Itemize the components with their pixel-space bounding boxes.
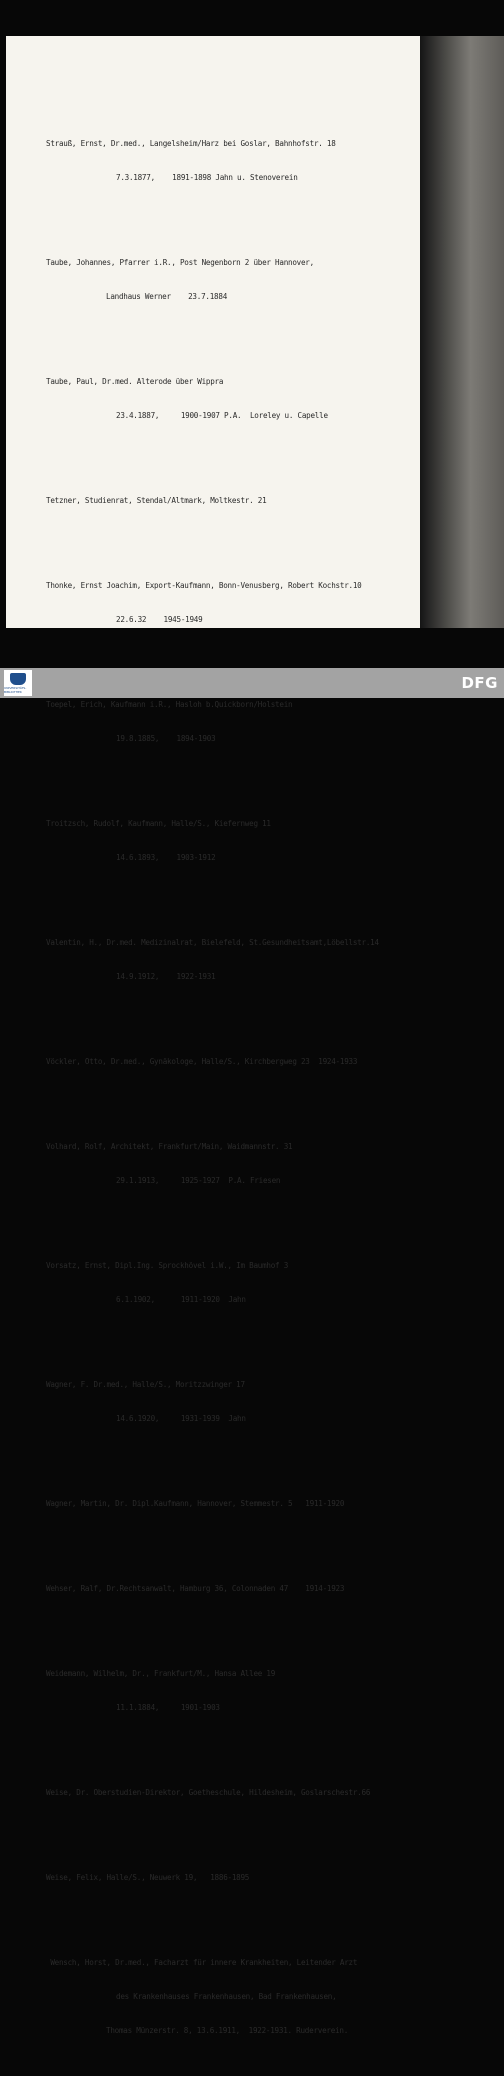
entry-line: Wehser, Ralf, Dr.Rechtsanwalt, Hamburg 36, Colonnaden 47 1914-1923 bbox=[46, 1584, 345, 1594]
list-item bbox=[46, 1850, 426, 1906]
entry-line: Toepel, Erich, Kaufmann i.R., Hasloh b.Quickborn/Holstein bbox=[46, 700, 293, 710]
entry-line: Weise, Felix, Halle/S., Neuwerk 19, 1886-1895 bbox=[46, 1873, 250, 1883]
entry-line: Weise, Dr. Oberstudien-Direktor, Goetheschule, Hildesheim, Goslarschestr.66 bbox=[46, 1788, 371, 1798]
list-item bbox=[46, 1119, 426, 1209]
list-item bbox=[46, 116, 426, 206]
facing-page-edge bbox=[420, 36, 504, 628]
list-item bbox=[46, 1561, 426, 1617]
list-item bbox=[46, 235, 426, 325]
entry-line: 11.1.1884, 1901-1903 bbox=[116, 1703, 220, 1713]
entry-line: Valentin, H., Dr.med. Medizinalrat, Bielefeld, St.Gesundheitsamt,Löbellstr.14 bbox=[46, 938, 379, 948]
list-item bbox=[46, 1356, 426, 1446]
entry-line: Wensch, Horst, Dr.med., Facharzt für innere Krankheiten, Leitender Arzt bbox=[46, 1958, 358, 1968]
entry-line: 14.6.1920, 1931-1939 Jahn bbox=[116, 1413, 246, 1423]
entry-line: Weidemann, Wilhelm, Dr., Frankfurt/M., Hansa Allee 19 bbox=[46, 1669, 276, 1679]
list-item bbox=[46, 1475, 426, 1531]
library-logo[interactable] bbox=[4, 670, 32, 696]
entry-line: 6.1.1902, 1911-1920 Jahn bbox=[116, 1294, 246, 1304]
list-item bbox=[46, 1646, 426, 1736]
member-list bbox=[46, 93, 426, 2076]
entry-line: 14.6.1893, 1903-1912 bbox=[116, 853, 216, 862]
viewer-footer bbox=[0, 668, 504, 698]
list-item bbox=[46, 1935, 426, 2059]
list-item bbox=[46, 914, 426, 1004]
entry-line: Troitzsch, Rudolf, Kaufmann, Halle/S., Kiefernweg 11 bbox=[46, 819, 271, 829]
entry-line: Volhard, Rolf, Architekt, Frankfurt/Main, Waidmannstr. 31 bbox=[46, 1142, 293, 1152]
entry-line: Thomas Münzerstr. 8, 13.6.1911, 1922-1931. Ruderverein. bbox=[106, 2026, 349, 2036]
entry-line: Vorsatz, Ernst, Dipl.Ing. Sprockhövel i.W., Im Baumhof 3 bbox=[46, 1261, 289, 1271]
entry-line: Vöckler, Otto, Dr.med., Gynäkologe, Halle/S., Kirchbergweg 23 1924-1933 bbox=[46, 1057, 358, 1067]
entry-line: 29.1.1913, 1925-1927 P.A. Friesen bbox=[116, 1176, 281, 1186]
list-item bbox=[46, 473, 426, 529]
entry-line: 19.8.1885, 1894-1903 bbox=[116, 734, 216, 744]
entry-line: des Krankenhauses Frankenhausen, Bad Frankenhausen, bbox=[116, 1992, 337, 2002]
list-item bbox=[46, 1033, 426, 1089]
entry-line: Strauß, Ernst, Dr.med., Langelsheim/Harz bei Goslar, Bahnhofstr. 18 bbox=[46, 139, 336, 149]
entry-line: 14.9.1912, 1922-1931 bbox=[116, 971, 216, 981]
list-item bbox=[46, 354, 426, 444]
entry-line: 7.3.1877, 1891-1898 Jahn u. Stenoverein bbox=[116, 173, 298, 183]
list-item bbox=[46, 1765, 426, 1821]
entry-line: Wagner, F. Dr.med., Halle/S., Moritzzwinger 17 bbox=[46, 1380, 245, 1390]
entry-line: 22.6.32 1945-1949 bbox=[116, 615, 203, 625]
list-item bbox=[46, 558, 426, 648]
entry-line: Taube, Paul, Dr.med. Alterode über Wippra bbox=[46, 377, 224, 387]
entry-line: Tetzner, Studienrat, Stendal/Altmark, Moltkestr. 21 bbox=[46, 496, 267, 506]
entry-line: 23.4.1887, 1900-1907 P.A. Loreley u. Capelle bbox=[116, 411, 328, 421]
entry-line: Thonke, Ernst Joachim, Export-Kaufmann, Bonn-Venusberg, Robert Kochstr.10 bbox=[46, 581, 362, 591]
entry-line: Landhaus Werner 23.7.1884 bbox=[106, 292, 228, 302]
library-logo-icon bbox=[10, 673, 26, 685]
dfg-logo[interactable]: DFG bbox=[461, 674, 498, 692]
list-item bbox=[46, 796, 426, 886]
list-item bbox=[46, 1238, 426, 1328]
library-logo-text: UNIVERSITÄTS- BIBLIOTHEK bbox=[4, 685, 27, 694]
entry-line: Wagner, Martin, Dr. Dipl.Kaufmann, Hannover, Stemmestr. 5 1911-1920 bbox=[46, 1499, 345, 1509]
entry-line: Taube, Johannes, Pfarrer i.R., Post Negenborn 2 über Hannover, bbox=[46, 258, 314, 268]
